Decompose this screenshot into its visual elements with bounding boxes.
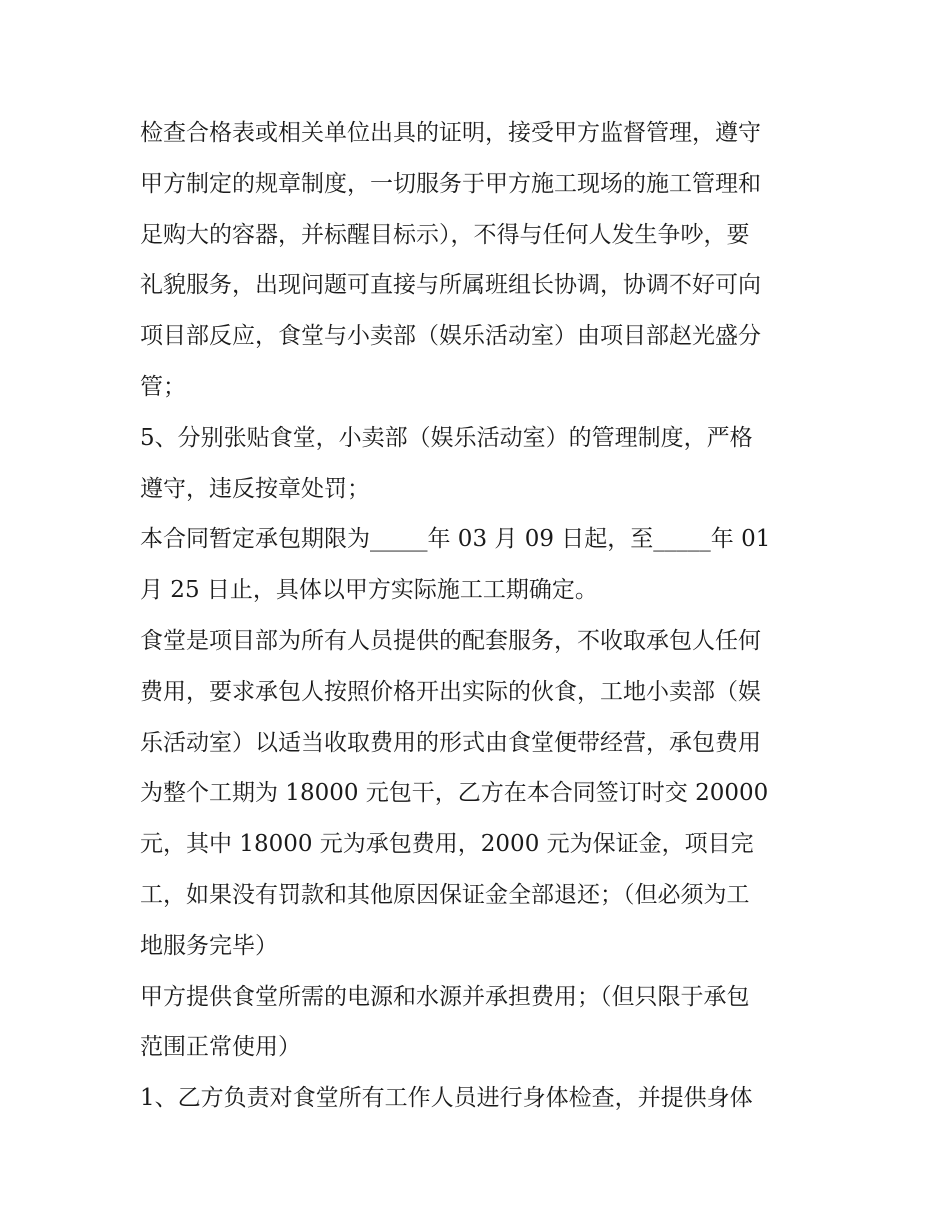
text-line: 遵守，违反按章处罚；	[140, 475, 370, 502]
text-line: 元，其中 18000 元为承包费用，2000 元为保证金，项目完	[140, 831, 754, 858]
text-line: 5、分别张贴食堂，小卖部（娱乐活动室）的管理制度，严格	[140, 424, 753, 451]
text-line: 项目部反应，食堂与小卖部（娱乐活动室）由项目部赵光盛分	[140, 323, 761, 350]
text-line: 管；	[140, 373, 186, 400]
text-line: 礼貌服务，出现问题可直接与所属班组长协调，协调不好可向	[140, 272, 761, 299]
text-line: 足购大的容器，并标醒目标示），不得与任何人发生争吵，要	[140, 221, 750, 248]
text-line: 本合同暂定承包期限为_____年 03 月 09 日起，至_____年 01	[140, 526, 771, 553]
text-line: 检查合格表或相关单位出具的证明，接受甲方监督管理，遵守	[140, 120, 761, 146]
text-line: 范围正常使用）	[140, 1034, 301, 1061]
text-line: 1、乙方负责对食堂所有工作人员进行身体检查，并提供身体	[140, 1085, 753, 1112]
document-body	[140, 108, 820, 1124]
text-line: 食堂是项目部为所有人员提供的配套服务，不收取承包人任何	[140, 627, 761, 654]
text-line: 甲方制定的规章制度，一切服务于甲方施工现场的施工管理和	[140, 170, 761, 197]
text-line: 为整个工期为 18000 元包干，乙方在本合同签订时交 20000	[140, 780, 769, 807]
text-line: 地服务完毕）	[140, 932, 278, 959]
text-line: 乐活动室）以适当收取费用的形式由食堂便带经营，承包费用	[140, 729, 761, 756]
text-line: 月 25 日止，具体以甲方实际施工工期确定。	[140, 577, 598, 604]
text-line: 费用，要求承包人按照价格开出实际的伙食，工地小卖部（娱	[140, 678, 761, 705]
text-line: 工，如果没有罚款和其他原因保证金全部退还；（但必须为工	[140, 881, 750, 908]
text-line: 甲方提供食堂所需的电源和水源并承担费用；（但只限于承包	[140, 983, 750, 1010]
